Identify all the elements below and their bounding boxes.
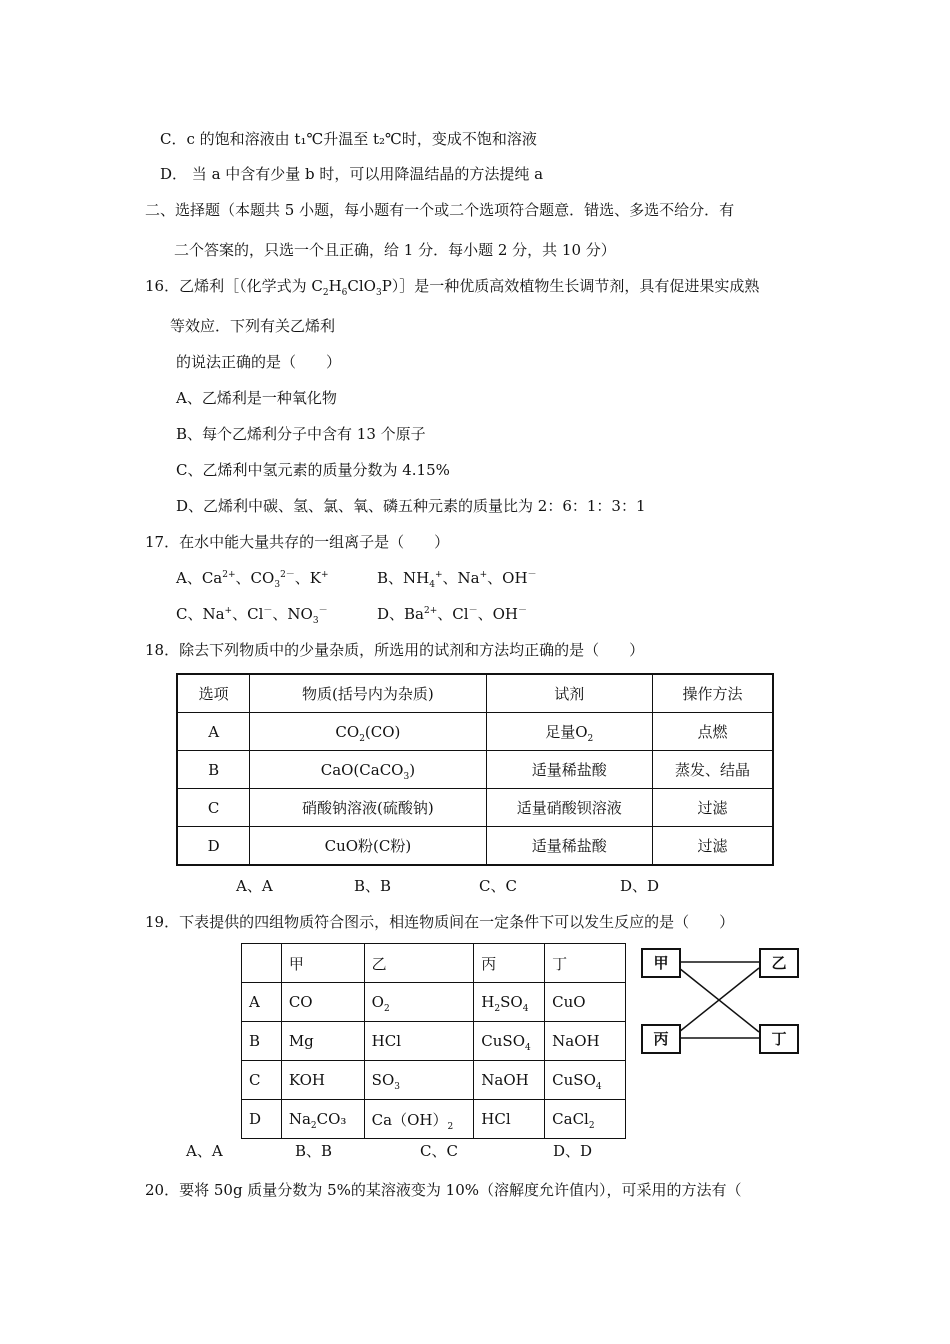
substance-cell: CuO粉(C粉) — [250, 827, 486, 866]
q19-answer-c: C、C — [420, 1142, 458, 1160]
reagent-cell: 适量硝酸钡溶液 — [486, 789, 652, 827]
q16-option-d: D、乙烯利中碳、氢、氯、氧、磷五种元素的质量比为 2：6：1：3：1 — [176, 497, 646, 515]
bing-cell: $H_2SO_4$ — [474, 983, 545, 1022]
header-cell: 丁 — [545, 944, 626, 983]
substance-cell: $CO_2(CO)$ — [250, 713, 486, 751]
table-row — [177, 751, 773, 789]
bing-cell: NaOH — [474, 1061, 545, 1100]
q19-answer-a: A、A — [186, 1142, 223, 1160]
option-cell: C — [177, 789, 250, 827]
table-row — [242, 1061, 626, 1100]
ding-cell: CuSO$_4$ — [545, 1061, 626, 1100]
q16-stem: 16．乙烯利［（化学式为 $C_2H_6ClO_3P)]$是一种优质高效植物生长调节剂，具有促进果实成熟 — [145, 277, 760, 298]
q16-stem-cont1: 等效应．下列有关乙烯利 — [170, 317, 336, 335]
option-15c: C．c 的饱和溶液由 t₁℃升温至 t₂℃时，变成不饱和溶液 — [160, 130, 537, 148]
reagent-cell: 足量$O_2$ — [486, 713, 652, 751]
jia-cell: CO — [281, 983, 364, 1022]
section-heading-cont: 二个答案的，只选一个且正确，给 1 分．每小题 2 分，共 10 分） — [174, 241, 616, 259]
q17-stem: 17．在水中能大量共存的一组离子是（ ） — [145, 533, 450, 551]
table-header-row — [242, 944, 626, 983]
method-cell: 蒸发、结晶 — [652, 751, 773, 789]
jia-cell: $Na_2CO_3$ — [281, 1100, 364, 1139]
reagent-cell: 适量稀盐酸 — [486, 827, 652, 866]
q17-option-c: C、Na+、Cl－、$NO_3^-$ — [176, 605, 328, 626]
reagent-cell: 适量稀盐酸 — [486, 751, 652, 789]
table-header-row — [177, 674, 773, 713]
method-cell: 过滤 — [652, 827, 773, 866]
table-row — [177, 789, 773, 827]
header-cell: 物质(括号内为杂质) — [250, 674, 486, 713]
node-ding: 丁 — [759, 1024, 799, 1054]
q17-option-d: D、$Ba^{2+}$、Cl－、OH－ — [377, 605, 527, 623]
q19-answer-b: B、B — [295, 1142, 333, 1160]
header-cell: 乙 — [364, 944, 474, 983]
reaction-diagram — [637, 940, 802, 1060]
q18-answer-d: D、D — [620, 877, 660, 895]
option-cell: A — [177, 713, 250, 751]
option-15d: D． 当 a 中含有少量 b 时，可以用降温结晶的方法提纯 a — [160, 165, 544, 183]
header-cell: 甲 — [281, 944, 364, 983]
q18-table — [176, 673, 774, 866]
ding-cell: NaOH — [545, 1022, 626, 1061]
q19-stem: 19．下表提供的四组物质符合图示，相连物质间在一定条件下可以发生反应的是（ ） — [145, 913, 735, 931]
option-cell: A — [242, 983, 282, 1022]
yi-cell: HCl — [364, 1022, 474, 1061]
node-bing: 丙 — [641, 1024, 681, 1054]
method-cell: 点燃 — [652, 713, 773, 751]
substance-cell: 硝酸钠溶液(硫酸钠) — [250, 789, 486, 827]
header-cell: 操作方法 — [652, 674, 773, 713]
q16-stem-cont2: 的说法正确的是（ ） — [176, 353, 342, 371]
q20-stem: 20．要将 50g 质量分数为 5%的某溶液变为 10%（溶解度允许值内），可采用的方法有（ — [145, 1181, 742, 1199]
yi-cell: $Ca(OH)_2$ — [364, 1100, 474, 1139]
header-cell: 选项 — [177, 674, 250, 713]
q18-answer-c: C、C — [479, 877, 517, 895]
q17-option-b: B、$NH_4^+$、Na+、OH－ — [377, 569, 537, 590]
bing-cell: HCl — [474, 1100, 545, 1139]
ding-cell: CaCl$_2$ — [545, 1100, 626, 1139]
method-cell: 过滤 — [652, 789, 773, 827]
option-cell: D — [177, 827, 250, 866]
q18-answer-a: A、A — [236, 877, 273, 895]
table-row — [242, 1022, 626, 1061]
q19-answer-d: D、D — [553, 1142, 593, 1160]
table-row — [177, 713, 773, 751]
substance-cell: CaO(CaCO$_3$) — [250, 751, 486, 789]
jia-cell: Mg — [281, 1022, 364, 1061]
q16-option-c: C、乙烯利中氢元素的质量分数为 4.15% — [176, 461, 450, 479]
table-row — [177, 827, 773, 866]
node-yi: 乙 — [759, 948, 799, 978]
header-cell: 丙 — [474, 944, 545, 983]
node-jia: 甲 — [641, 948, 681, 978]
q16-option-b: B、每个乙烯利分子中含有 13 个原子 — [176, 425, 426, 443]
option-cell: C — [242, 1061, 282, 1100]
yi-cell: $O_2$ — [364, 983, 474, 1022]
q19-table — [241, 943, 626, 1139]
yi-cell: $SO_3$ — [364, 1061, 474, 1100]
header-cell: 试剂 — [486, 674, 652, 713]
option-cell: B — [177, 751, 250, 789]
ding-cell: CuO — [545, 983, 626, 1022]
table-row — [242, 1100, 626, 1139]
q18-stem: 18．除去下列物质中的少量杂质，所选用的试剂和方法均正确的是（ ） — [145, 641, 645, 659]
option-cell: D — [242, 1100, 282, 1139]
section-heading: 二、选择题（本题共 5 小题，每小题有一个或二个选项符合题意．错选、多选不给分．有 — [145, 201, 735, 219]
jia-cell: KOH — [281, 1061, 364, 1100]
bing-cell: CuSO$_4$ — [474, 1022, 545, 1061]
header-cell — [242, 944, 282, 983]
q18-answer-b: B、B — [354, 877, 392, 895]
q16-option-a: A、乙烯利是一种氧化物 — [176, 389, 337, 407]
table-row — [242, 983, 626, 1022]
q17-option-a: A、$Ca^{2+}$、$CO_3^{2-}$、K+ — [176, 569, 329, 590]
option-cell: B — [242, 1022, 282, 1061]
